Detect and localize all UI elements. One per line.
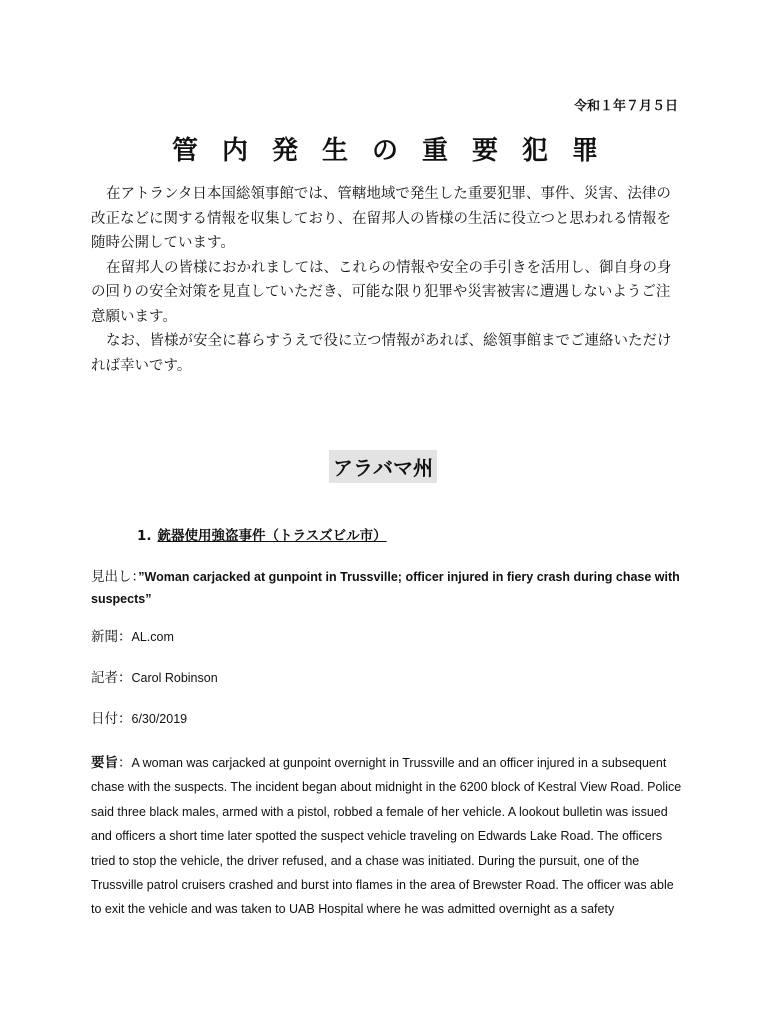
intro-paragraph-3: なお、皆様が安全に暮らすうえで役に立つ情報があれば、総領事館までご連絡いただければ幸いです。	[91, 333, 672, 374]
state-heading: アラバマ州	[329, 450, 437, 483]
pub-date-label: 日付：	[91, 711, 132, 727]
newspaper-label: 新聞：	[91, 629, 132, 645]
pub-date-value: 6/30/2019	[131, 712, 188, 726]
document-date: 令和１年７月５日	[573, 99, 678, 114]
headline-field	[91, 566, 683, 610]
document-title: 管内発生の重要犯罪	[171, 136, 622, 166]
incident-number: 1.	[137, 528, 152, 544]
intro-paragraph-2: 在留邦人の皆様におかれましては、これらの情報や安全の手引きを活用し、御自身の身の回りの安全対策を見直していただき、可能な限り犯罪や災害被害に遭遇しないようご注意願います。	[91, 259, 672, 325]
reporter-value: Carol Robinson	[131, 671, 218, 685]
newspaper-value: AL.com	[131, 630, 174, 644]
summary-field	[91, 751, 683, 922]
newspaper-field	[91, 625, 683, 645]
headline-value: ”Woman carjacked at gunpoint in Trussville; officer injured in fiery crash during chase with suspects”	[91, 570, 680, 606]
reporter-label: 記者：	[91, 670, 132, 686]
summary-value: A woman was carjacked at gunpoint overnight in Trussville and an officer injured in a subsequent chase with the suspects. The incident began about midnight in the 6200 block of Kestral View Road. Police said three black males, armed with a pistol, robbed a female of her vehicle. A lookout bulletin was issued and officers a short time later spotted the suspect vehicle traveling on Edwards Lake Road. The officers tried to stop the vehicle, the driver refused, and a chase was initiated. During the pursuit, one of the Trussville patrol cruisers crashed and burst into flames in the area of Brewster Road. The officer was able to exit the vehicle and was taken to UAB Hospital where he was admitted overnight as a safety	[91, 756, 682, 917]
pub-date-field	[91, 707, 683, 727]
summary-separator: ：	[118, 755, 132, 771]
summary-label: 要旨	[91, 755, 118, 771]
reporter-field	[91, 666, 683, 686]
incident-label: 銃器使用強盗事件（トラスズビル市）	[157, 528, 387, 544]
intro-paragraph-1: 在アトランタ日本国総領事館では、管轄地域で発生した重要犯罪、事件、災害、法律の改正などに関する情報を収集しており、在留邦人の皆様の生活に役立つと思われる情報を随時公開しています。	[91, 186, 671, 251]
incident-heading	[137, 524, 387, 544]
headline-label: 見出し：	[91, 569, 139, 585]
intro-section	[91, 182, 681, 378]
